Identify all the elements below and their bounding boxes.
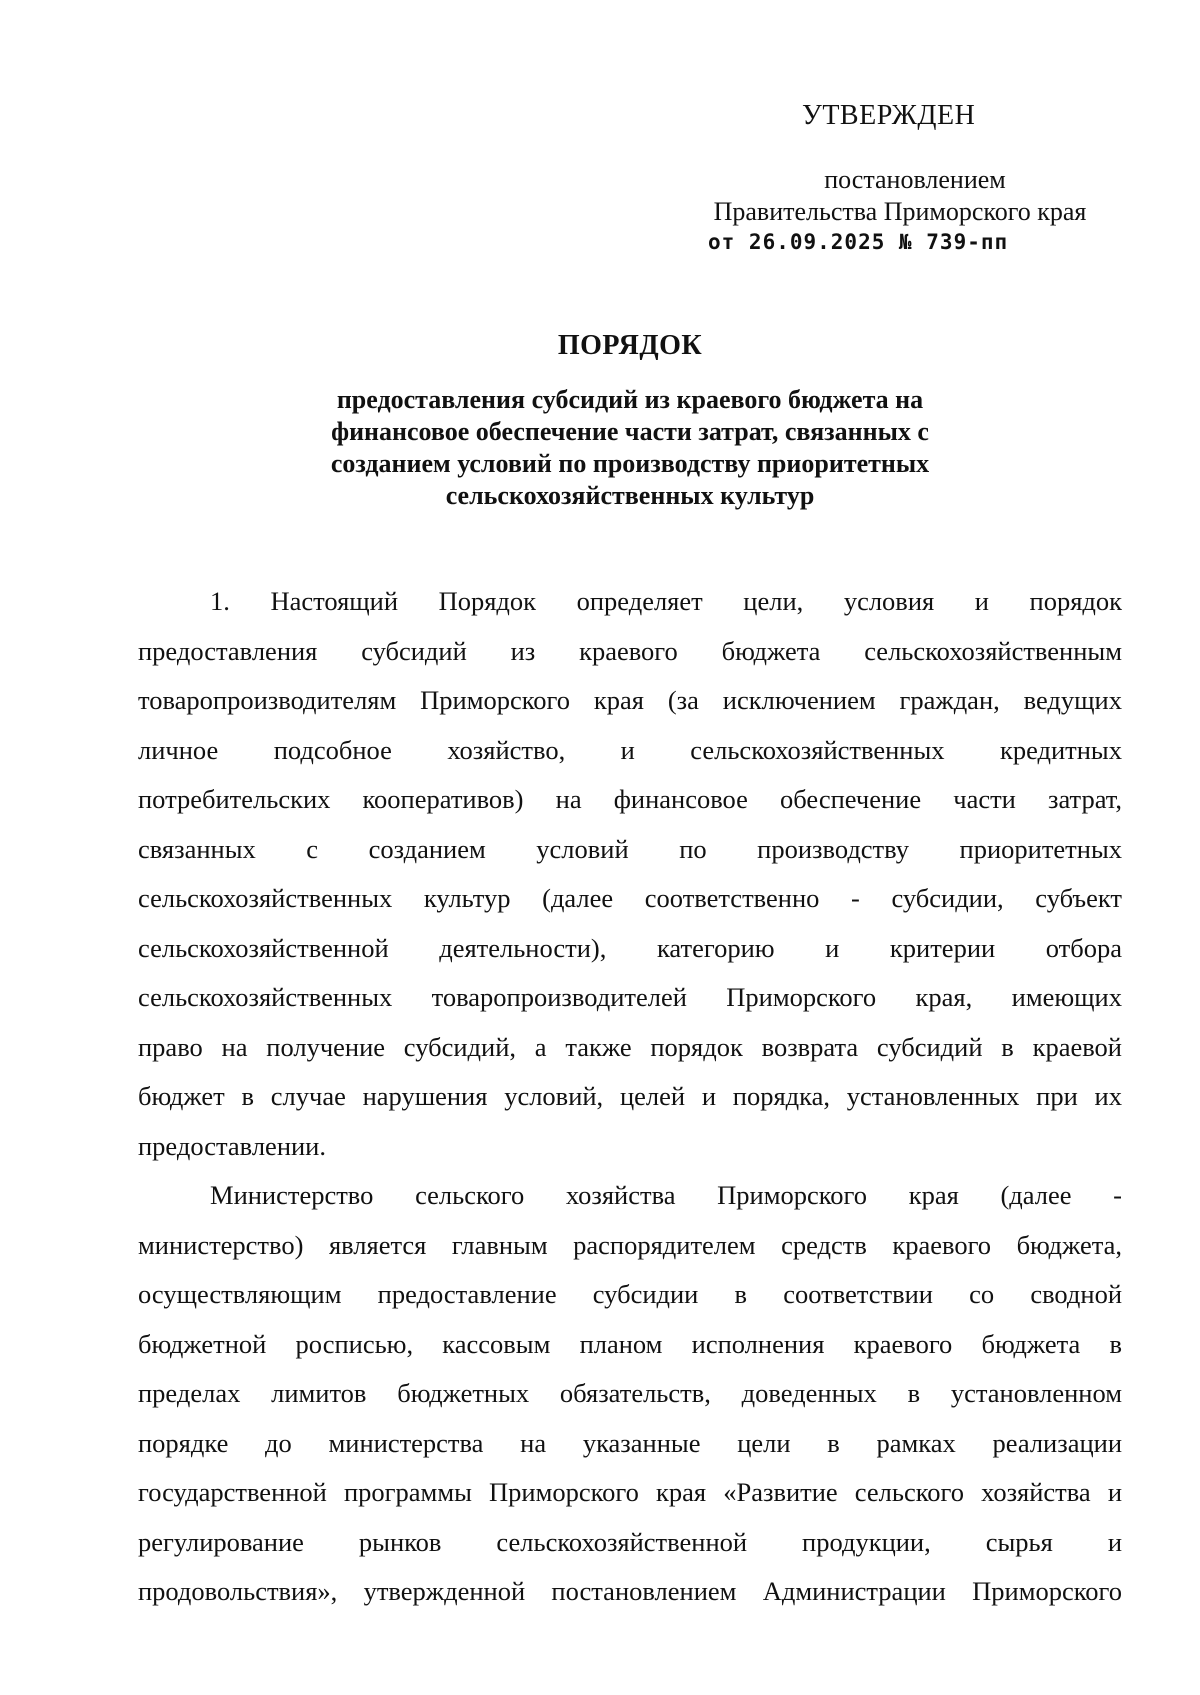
body-line-text: право на получение субсидий, а также порядок возврата субсидий в краевой <box>138 1031 1122 1062</box>
body-line-text: осуществляющим предоставление субсидии в соответствии со сводной <box>138 1279 1122 1309</box>
subtitle-line: созданием условий по производству приоритетных <box>330 449 930 478</box>
body-line-text: связанных с созданием условий по производству приоритетных <box>138 833 1122 864</box>
body-line <box>138 825 1122 875</box>
subtitle-line: финансовое обеспечение части затрат, связанных с <box>331 417 929 446</box>
paragraph-1 <box>138 577 1122 1171</box>
body-line <box>138 924 1122 974</box>
body-line-text: государственной программы Приморского края «Развитие сельского хозяйства и <box>138 1477 1122 1507</box>
approval-block <box>680 98 1120 256</box>
body-line <box>138 1122 1122 1172</box>
body-line <box>138 726 1122 776</box>
approval-authority <box>680 164 1120 228</box>
body-line <box>138 1270 1122 1320</box>
body-line-text: потребительских кооперативов) на финансовое обеспечение части затрат, <box>138 784 1122 814</box>
body-line-text: личное подсобное хозяйство, и сельскохозяйственных кредитных <box>138 734 1122 765</box>
body-line <box>138 627 1122 677</box>
body-line-text: предоставлении. <box>138 1130 326 1161</box>
document-body <box>138 577 1122 1617</box>
paragraph-2 <box>138 1171 1122 1617</box>
body-line <box>138 1320 1122 1370</box>
body-line <box>138 775 1122 825</box>
document-title: ПОРЯДОК <box>557 330 703 361</box>
body-line-text: сельскохозяйственных культур (далее соответственно - субсидии, субъект <box>138 883 1122 913</box>
body-line <box>138 676 1122 726</box>
body-line <box>138 1221 1122 1271</box>
body-line <box>138 577 1122 627</box>
body-line-text: продовольствия», утвержденной постановлением Администрации Приморского <box>138 1576 1122 1606</box>
approval-date-number: от 26.09.2025 № 739-пп <box>708 230 1009 254</box>
body-line-text: предоставления субсидий из краевого бюджета сельскохозяйственным <box>138 635 1122 666</box>
subtitle-line: сельскохозяйственных культур <box>445 481 815 510</box>
body-line-text: сельскохозяйственных товаропроизводителей Приморского края, имеющих <box>138 982 1122 1012</box>
body-line-text: министерство) является главным распорядителем средств краевого бюджета, <box>138 1229 1122 1260</box>
body-line <box>138 1072 1122 1122</box>
body-line <box>138 973 1122 1023</box>
body-line <box>138 874 1122 924</box>
body-line-text: товаропроизводителям Приморского края (за исключением граждан, ведущих <box>138 685 1122 715</box>
body-line-text: бюджет в случае нарушения условий, целей и порядка, установленных при их <box>138 1081 1122 1111</box>
body-line <box>138 1369 1122 1419</box>
approval-title: УТВЕРЖДЕН <box>802 100 976 131</box>
body-line-text: регулирование рынков сельскохозяйственной продукции, сырья и <box>138 1526 1122 1557</box>
approval-line-1: постановлением <box>824 165 1006 194</box>
body-line <box>138 1567 1122 1617</box>
body-line <box>138 1468 1122 1518</box>
body-line-text: Министерство сельского хозяйства Приморского края (далее - <box>210 1180 1122 1210</box>
approval-line-2: Правительства Приморского края <box>713 197 1087 226</box>
document-subtitle <box>210 384 1050 512</box>
body-line-text: 1. Настоящий Порядок определяет цели, условия и порядок <box>210 586 1122 616</box>
body-line-text: порядке до министерства на указанные цели в рамках реализации <box>138 1427 1122 1458</box>
body-line-text: бюджетной росписью, кассовым планом исполнения краевого бюджета в <box>138 1328 1122 1359</box>
body-line-text: сельскохозяйственной деятельности), категорию и критерии отбора <box>138 932 1122 963</box>
body-line <box>138 1518 1122 1568</box>
subtitle-line: предоставления субсидий из краевого бюджета на <box>336 385 924 414</box>
body-line <box>138 1419 1122 1469</box>
body-line-text: пределах лимитов бюджетных обязательств, доведенных в установленном <box>138 1378 1122 1408</box>
body-line <box>138 1023 1122 1073</box>
body-line <box>138 1171 1122 1221</box>
